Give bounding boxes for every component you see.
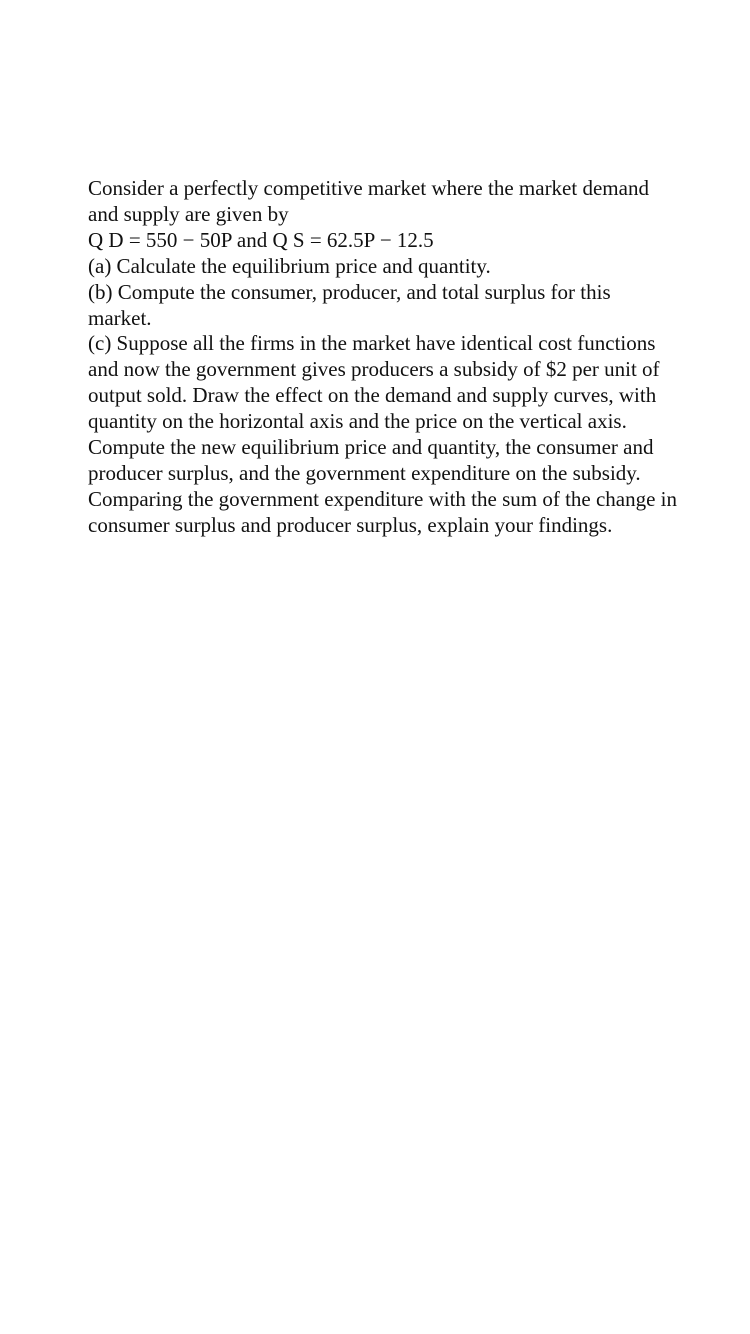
equations-line: Q D = 550 − 50P and Q S = 62.5P − 12.5 [88, 227, 434, 252]
intro-paragraph: Consider a perfectly competitive market where the market demand and supply are given by [88, 176, 649, 226]
part-c-question: (c) Suppose all the firms in the market have identical cost functions and now the government gives producers a subsidy of $2 per unit of output sold. Draw the effect on the demand and supply curves, with quantity on the horizontal axis and the price on the vertical axis. Compute the new equilibrium price and quantity, the consumer and producer surplus, and the government expenditure on the subsidy. Comparing the government expenditure with the sum of the change in consumer surplus and producer surplus, explain your findings. [88, 331, 678, 537]
part-a-question: (a) Calculate the equilibrium price and quantity. [88, 253, 491, 278]
problem-text [88, 176, 678, 539]
part-b-question: (b) Compute the consumer, producer, and total surplus for this market. [88, 279, 611, 330]
